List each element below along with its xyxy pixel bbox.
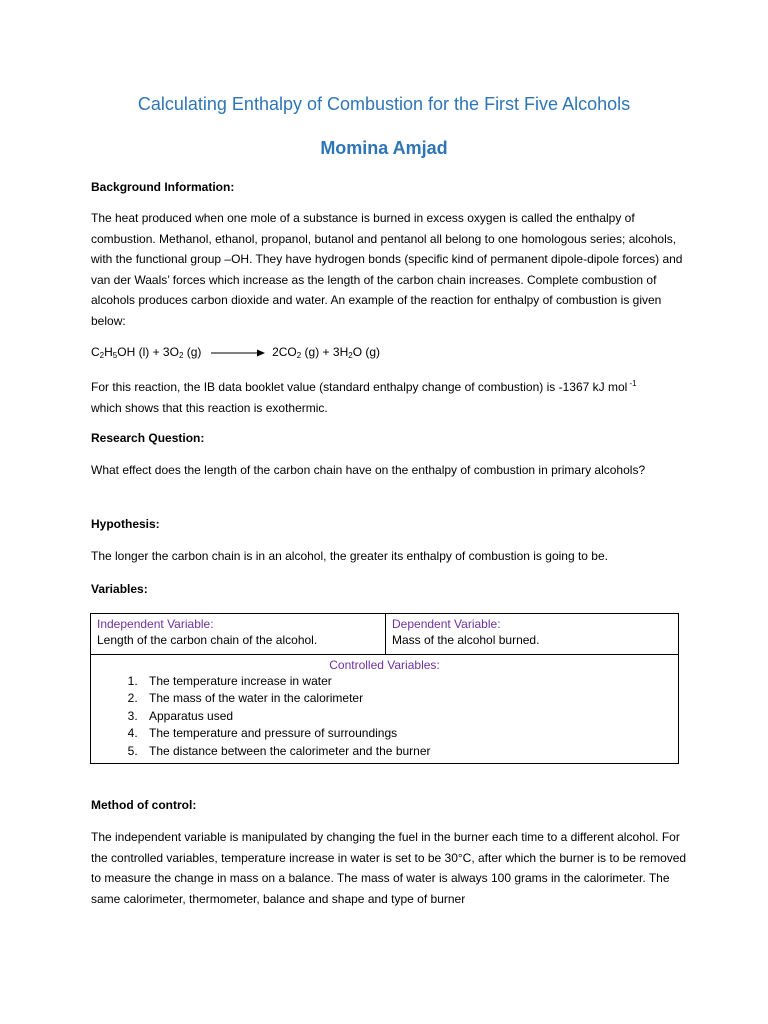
table-row bbox=[91, 614, 679, 655]
reaction-arrow-icon bbox=[211, 349, 265, 357]
eq-left-state: (g) bbox=[183, 345, 202, 359]
reaction-note-text: For this reaction, the IB data booklet value (standard enthalpy change of combustion) is -1367 kJ mol bbox=[91, 380, 628, 394]
controlled-variables-cell bbox=[91, 655, 679, 764]
list-item: 1. The temperature increase in water bbox=[141, 673, 672, 690]
eq-sub: 2 bbox=[348, 351, 353, 360]
table-row bbox=[91, 655, 679, 764]
independent-variable-label: Independent Variable: bbox=[97, 617, 214, 631]
eq-left-rest: OH (l) + 3O bbox=[117, 345, 179, 359]
eq-left-h: H bbox=[104, 345, 113, 359]
hypothesis-text: The longer the carbon chain is in an alcohol, the greater its enthalpy of combustion is going to be. bbox=[91, 549, 608, 563]
reaction-note-text-2: which shows that this reaction is exothermic. bbox=[91, 400, 328, 415]
eq-sub: 5 bbox=[112, 351, 118, 360]
independent-variable-value: Length of the carbon chain of the alcohol. bbox=[97, 633, 318, 647]
method-text: The independent variable is manipulated by changing the fuel in the burner each time to a different alcohol. For the controlled variables, temperature increase in water is set to be 30°C, after which the burner is to be removed to measure the change in mass on a balance. The mass of water is always 100 grams in the calorimeter. The same calorimeter, thermometer, balance and shape and type of burner bbox=[91, 830, 687, 906]
list-item: 3. Apparatus used bbox=[141, 708, 672, 725]
variables-heading: Variables: bbox=[91, 582, 148, 596]
eq-sub: 2 bbox=[178, 351, 184, 360]
eq-sub: 2 bbox=[296, 351, 302, 360]
eq-right-a: 2CO bbox=[272, 345, 297, 359]
controlled-variables-label: Controlled Variables: bbox=[329, 658, 440, 672]
variables-table bbox=[90, 613, 679, 764]
list-item: 4. The temperature and pressure of surroundings bbox=[141, 725, 672, 742]
document-title: Calculating Enthalpy of Combustion for the First Five Alcohols bbox=[137, 94, 631, 114]
reaction-note bbox=[91, 374, 691, 418]
background-heading: Background Information: bbox=[91, 180, 235, 194]
dependent-variable-cell bbox=[386, 614, 679, 655]
eq-right-c: O (g) bbox=[352, 345, 381, 359]
document-author: Momina Amjad bbox=[320, 138, 448, 158]
reaction-note-sup: -1 bbox=[627, 379, 637, 388]
background-paragraph: The heat produced when one mole of a substance is burned in excess oxygen is called the enthalpy of combustion. Methanol, ethanol, propanol, butanol and pentanol all belong to one homologous series; alcohols, with the functional group –OH. They have hydrogen bonds (specific kind of permanent dipole-dipole forces) and van der Waals’ forces which increase as the length of the carbon chain increases. Complete combustion of alcohols produces carbon dioxide and water. An example of the reaction for enthalpy of combustion is given below: bbox=[91, 211, 683, 328]
eq-sub: 2 bbox=[99, 351, 105, 360]
research-heading: Research Question: bbox=[91, 431, 205, 445]
hypothesis-heading: Hypothesis: bbox=[91, 517, 160, 531]
dependent-variable-value: Mass of the alcohol burned. bbox=[392, 633, 540, 647]
controlled-variables-list bbox=[97, 673, 672, 760]
list-item: 2. The mass of the water in the calorimeter bbox=[141, 690, 672, 707]
method-heading: Method of control: bbox=[91, 798, 197, 812]
independent-variable-cell bbox=[91, 614, 386, 655]
eq-right-b: (g) + 3H bbox=[301, 345, 349, 359]
dependent-variable-label: Dependent Variable: bbox=[392, 617, 501, 631]
eq-left-c: C bbox=[91, 345, 100, 359]
research-question: What effect does the length of the carbon chain have on the enthalpy of combustion in primary alcohols? bbox=[91, 463, 646, 477]
list-item: 5. The distance between the calorimeter and the burner bbox=[141, 743, 672, 760]
combustion-equation bbox=[91, 342, 380, 366]
